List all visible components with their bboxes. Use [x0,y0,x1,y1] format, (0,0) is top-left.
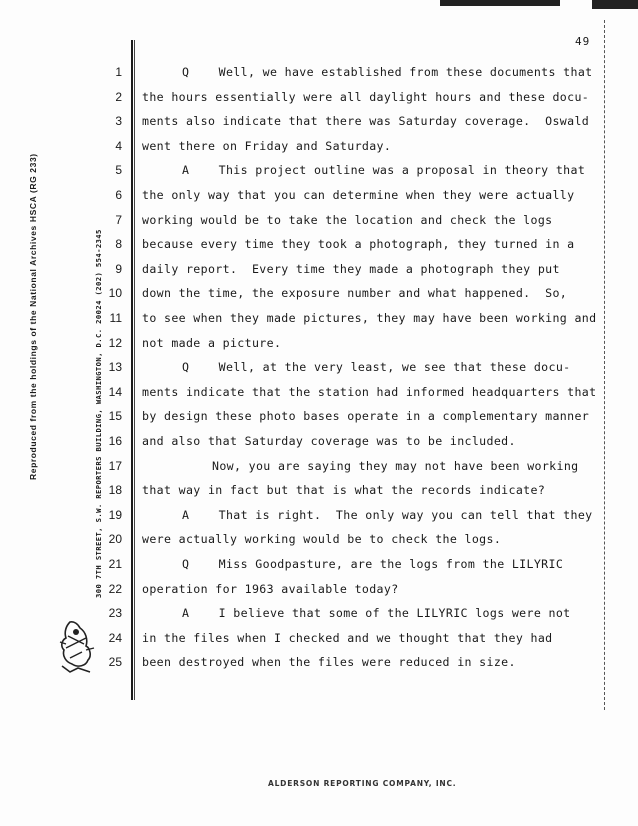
line-text: A That is right. The only way you can tell that they [182,507,593,522]
line-text: A This project outline was a proposal in theory that [182,163,586,178]
transcript-line [0,529,638,553]
line-text: went there on Friday and Saturday. [142,138,392,153]
transcript-line [0,579,638,603]
line-text: Q Well, at the very least, we see that these docu- [182,360,571,375]
line-text: to see when they made pictures, they may have been working and [142,311,597,325]
corner-mark [440,0,560,6]
archive-note-text: Reproduced from the holdings of the National Archives HSCA (RG 233) [28,153,38,480]
transcript-line [0,652,638,676]
transcript-line [0,210,638,234]
transcript-line [0,136,638,160]
transcript-line [0,628,638,652]
transcript-line [0,111,638,135]
line-text: in the files when I checked and we thought that they had [142,630,553,645]
transcript-line [0,62,638,86]
line-number: 15 [108,409,122,424]
line-text: that way in fact but that is what the records indicate? [142,483,546,498]
line-number: 22 [108,581,122,596]
line-number: 8 [115,237,122,252]
line-number: 10 [108,286,122,301]
line-number: 2 [115,89,122,104]
line-number: 7 [115,212,122,227]
line-text: because every time they took a photograph, they turned in a [142,237,575,252]
line-text: ments indicate that the station had informed headquarters that [142,384,597,399]
line-text: Q Well, we have established from these documents that [182,65,593,79]
line-text: Q Miss Goodpasture, are the logs from the LILYRIC [182,557,564,571]
line-text: daily report. Every time they made a photograph they put [142,261,560,276]
line-text: A I believe that some of the LILYRIC logs were not [182,606,571,621]
transcript-line [0,554,638,578]
line-number: 12 [108,335,122,350]
transcript-line [0,456,638,480]
line-number: 5 [115,163,122,178]
line-text: down the time, the exposure number and what happened. So, [142,286,568,301]
line-number: 18 [108,483,122,498]
line-text: by design these photo bases operate in a complementary manner [142,409,590,424]
transcript-line [0,480,638,504]
line-number: 20 [108,532,122,547]
line-number: 13 [108,360,122,375]
transcript-line [0,603,638,627]
transcript-line [0,431,638,455]
line-text: operation for 1963 available today? [142,581,399,596]
corner-mark [592,0,638,9]
line-number: 19 [108,507,122,522]
line-text: the only way that you can determine when they were actually [142,188,575,202]
line-number: 6 [115,188,122,202]
transcript-line [0,87,638,111]
transcript-line [0,505,638,529]
line-text: the hours essentially were all daylight hours and these docu- [142,89,590,104]
transcript-line [0,357,638,381]
line-number: 1 [115,65,122,79]
line-text: not made a picture. [142,335,282,350]
line-number: 21 [108,557,122,571]
line-number: 23 [108,606,122,621]
footer-company: ALDERSON REPORTING COMPANY, INC. [268,779,457,788]
line-number: 24 [108,630,122,645]
line-number: 16 [108,434,122,448]
line-number: 17 [108,458,122,473]
reporter-address-text: 300 7TH STREET, S.W. REPORTERS BUILDING, WASHINGTON, D.C. 20024 (202) 554-2345 [94,229,103,598]
line-text: working would be to take the location and check the logs [142,212,553,227]
line-number: 14 [108,384,122,399]
transcript-line [0,283,638,307]
line-number: 9 [115,261,122,276]
transcript-line [0,308,638,332]
transcript-line [0,259,638,283]
transcript-line [0,333,638,357]
line-text: were actually working would be to check the logs. [142,532,502,547]
line-number: 11 [109,311,122,325]
line-text: Now, you are saying they may not have been working [212,458,579,473]
line-number: 4 [115,138,122,153]
transcript-line [0,160,638,184]
line-text: been destroyed when the files were reduced in size. [142,655,516,670]
transcript-line [0,185,638,209]
line-number: 25 [108,655,122,670]
line-text: and also that Saturday coverage was to be included. [142,434,516,448]
transcript-line [0,406,638,430]
transcript-line [0,382,638,406]
line-text: ments also indicate that there was Saturday coverage. Oswald [142,114,590,129]
transcript-line [0,234,638,258]
line-number: 3 [115,114,122,129]
page-number: 49 [575,35,591,48]
